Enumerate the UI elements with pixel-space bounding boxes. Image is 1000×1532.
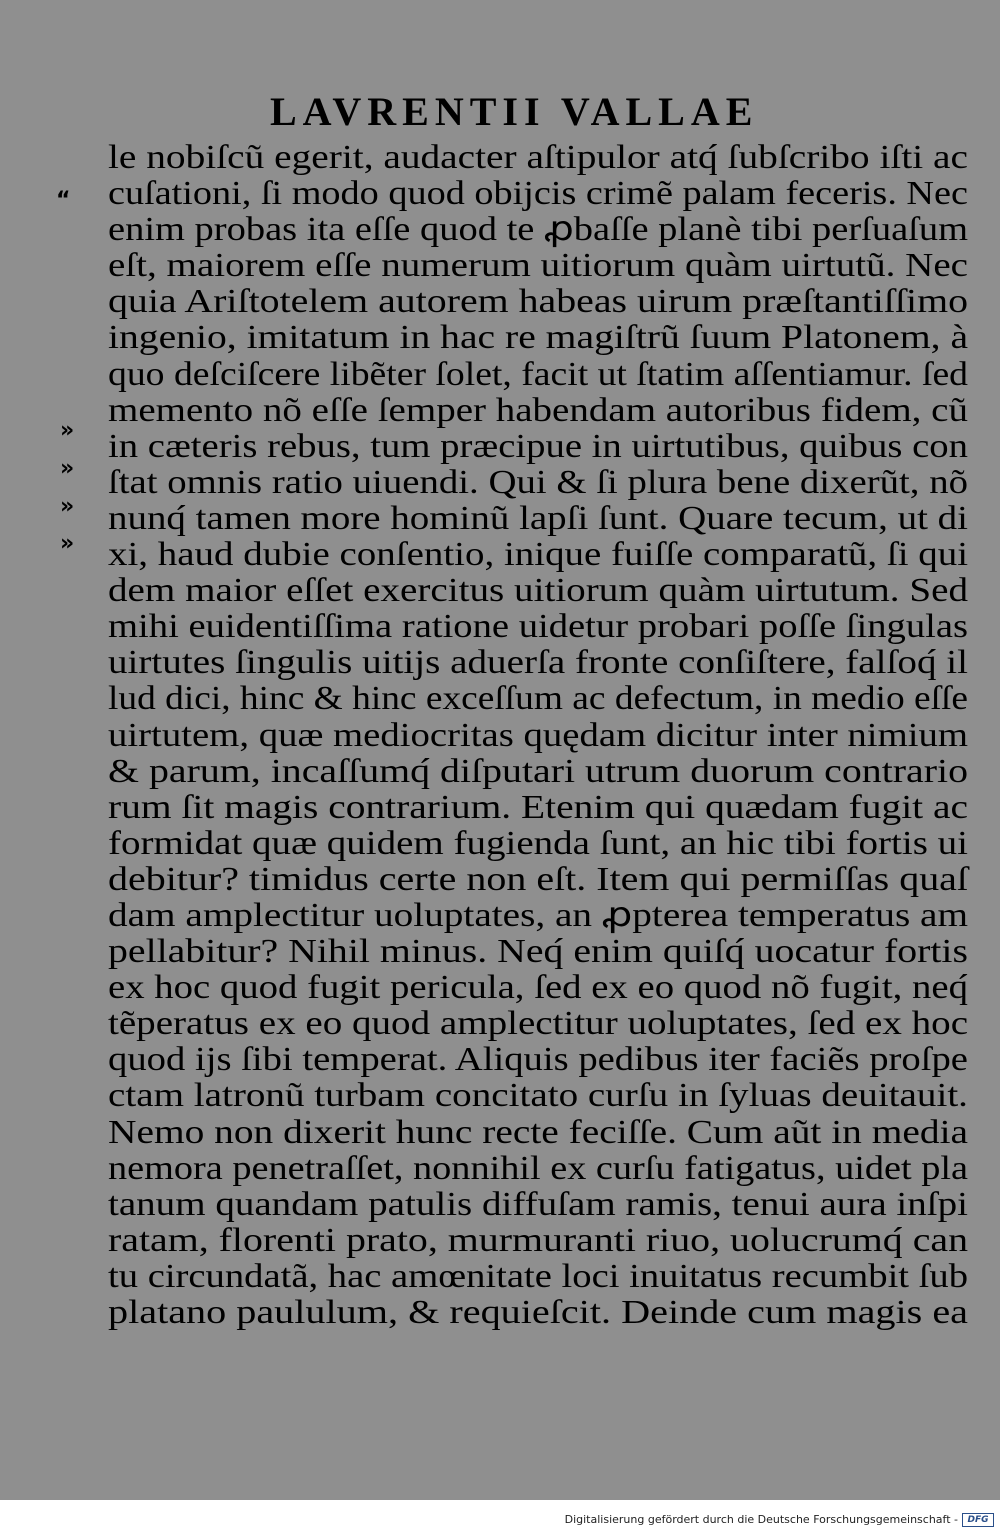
text-line: mihi euidentiſſima ratione uidetur probari poſſe ſingulas (108, 608, 969, 646)
text-line: ex hoc quod fugit pericula, ſed ex eo quod nõ fugit, neq́ (108, 969, 968, 1007)
text-line: ingenio, imitatum in hac re magiſtrũ ſuum Platonem, à (108, 319, 969, 357)
margin-mark: » (60, 494, 75, 519)
text-line: pellabitur? Nihil minus. Neq́ enim quiſq́ uocatur fortis (108, 933, 968, 971)
text-line: dem maior eſſet exercitus uitiorum quàm uirtutum. Sed (108, 572, 969, 610)
text-line: formidat quæ quidem fugienda ſunt, an hic tibi fortis ui (108, 824, 968, 862)
text-line: Nemo non dixerit hunc recte feciſſe. Cum aũt in media (108, 1113, 969, 1151)
text-line: quia Ariſtotelem autorem habeas uirum præſtantiſſimo (108, 283, 969, 321)
text-line: nemora penetraſſet, nonnihil ex curſu fatigatus, uidet pla (108, 1149, 968, 1187)
text-line: & parum, incaſſumq́ diſputari utrum duorum contrario (108, 752, 969, 790)
text-line: xi, haud dubie conſentio, inique fuiſſe comparatũ, ſi qui (108, 536, 969, 574)
text-line: uirtutes ſingulis uitijs aduerſa fronte conſiſtere, falſoq́ il (108, 644, 969, 682)
margin-mark: “ (56, 188, 71, 213)
text-line: quo deſciſcere libẽter ſolet, facit ut ſtatim aſſentiamur. ſed (108, 355, 969, 393)
text-line: dam amplectitur uoluptates, an ꝓpterea temperatus am (108, 896, 968, 934)
text-line: uirtutem, quæ mediocritas quędam dicitur inter nimium (108, 716, 969, 754)
text-line: ctam latronũ turbam concitato curſu in ſyluas deuitauit. (108, 1077, 968, 1115)
running-head: LAVRENTII VALLAE (270, 89, 759, 134)
dfg-logo-icon: DFG (962, 1513, 994, 1527)
text-line: platano paululum, & requieſcit. Deinde cum magis ea (108, 1294, 969, 1331)
funding-credit: Digitalisierung gefördert durch die Deutsche Forschungsgemeinschaft - (564, 1513, 958, 1526)
text-line: rum ſit magis contrarium. Etenim qui quædam fugit ac (108, 788, 968, 826)
text-line: debitur? timidus certe non eſt. Item qui permiſſas quaſ (108, 860, 969, 898)
body-text (108, 140, 968, 1331)
margin-mark: » (60, 456, 75, 481)
text-line: lud dici, hinc & hinc exceſſum ac defectum, in medio eſſe (108, 680, 968, 718)
text-line: memento nõ eſſe ſemper habendam autoribus fidem, cũ (108, 391, 969, 429)
text-line: ratam, florenti prato, murmuranti riuo, uolucrumq́ can (108, 1221, 969, 1259)
text-line: in cæteris rebus, tum præcipue in uirtutibus, quibus con (108, 427, 968, 465)
text-line: tanum quandam patulis diffuſam ramis, tenui aura inſpi (108, 1185, 968, 1223)
footer-bar (0, 1500, 1000, 1532)
text-line: le nobiſcũ egerit, audacter aſtipulor atq́ ſubſcribo iſti ac (108, 139, 968, 176)
margin-mark: » (60, 418, 75, 443)
text-line: tẽperatus ex eo quod amplectitur uoluptates, ſed ex hoc (108, 1005, 969, 1043)
text-line: quod ijs ſibi temperat. Aliquis pedibus iter faciẽs proſpe (108, 1041, 968, 1079)
text-line: tu circundatã, hac amœnitate loci inuitatus recumbit ſub (108, 1257, 969, 1295)
text-line: nunq́ tamen more hominũ lapſi ſunt. Quare tecum, ut di (108, 499, 968, 537)
text-line: enim probas ita eſſe quod te ꝓbaſſe planè tibi perſuaſum (108, 211, 969, 249)
margin-mark: » (60, 531, 75, 556)
text-line: eſt, maiorem eſſe numerum uitiorum quàm uirtutũ. Nec (108, 247, 969, 285)
text-line: cuſationi, ſi modo quod obijcis crimẽ palam feceris. Nec (108, 175, 968, 213)
text-line: ſtat omnis ratio uiuendi. Qui & ſi plura bene dixerũt, nõ (108, 463, 969, 501)
